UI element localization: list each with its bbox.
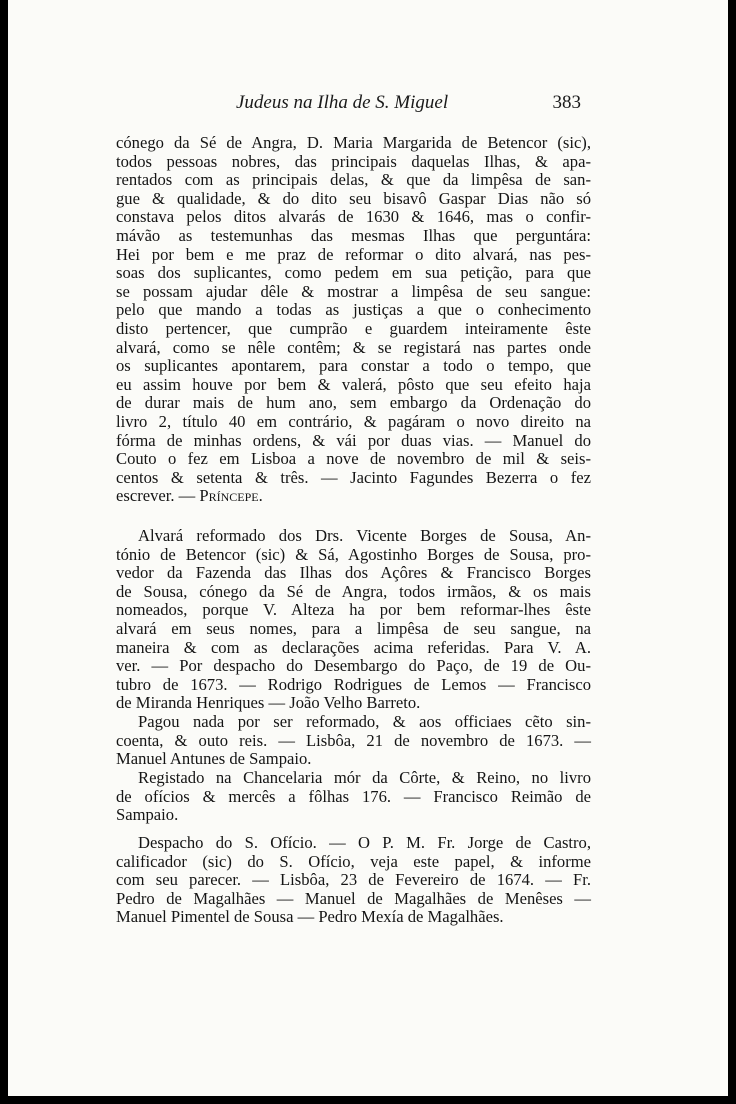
text-line: fórma de minhas ordens, & vái por duas vias. — Manuel do <box>116 430 591 450</box>
text-line: de Miranda Henriques — João Velho Barreto. <box>116 693 421 713</box>
text-line: se possam ajudar dêle & mostrar a limpêsa de seu sangue: <box>116 281 591 301</box>
text-line: Manuel Antunes de Sampaio. <box>116 749 312 769</box>
text-line: calificador (sic) do S. Ofício, veja este papel, & informe <box>116 851 591 871</box>
text-line: alvará, como se nêle contêm; & se registará nas partes onde <box>116 337 591 357</box>
text-line: soas dos suplicantes, como pedem em sua petição, para que <box>116 263 591 283</box>
text-line: gue & qualidade, & do dito seu bisavô Gaspar Dias não só <box>116 188 591 208</box>
text-line: de durar mais de hum ano, sem embargo da Ordenação do <box>116 393 591 413</box>
text-line: Registado na Chancelaria mór da Côrte, & Reino, no livro <box>138 768 591 787</box>
paragraph-2 <box>116 527 591 713</box>
paragraph-1 <box>116 134 591 506</box>
document-page <box>8 0 728 1096</box>
text-line: rentados com as principais delas, & que da limpêsa de san- <box>116 170 591 190</box>
text-line: mávão as testemunhas das mesmas Ilhas que perguntára: <box>116 225 591 245</box>
text-line: constava pelos ditos alvarás de 1630 & 1646, mas o confir- <box>116 207 591 227</box>
text-line: nomeados, porque V. Alteza ha por bem reformar-lhes êste <box>116 600 591 620</box>
text-line: de ofícios & mercês a fôlhas 176. — Francisco Reimão de <box>116 786 591 806</box>
signature-principe: Príncepe. <box>199 486 263 506</box>
text-line: tubro de 1673. — Rodrigo Rodrigues de Lemos — Francisco <box>116 674 591 694</box>
text-line: pelo que mando a todas as justiças a que o conhecimento <box>116 300 591 320</box>
text-line: eu assim houve por bem & valerá, pôsto que seu efeito haja <box>116 374 591 394</box>
text-line: os suplicantes apontarem, para constar a todo o tempo, que <box>116 356 591 376</box>
paragraph-3 <box>116 713 591 769</box>
page-header <box>236 92 581 116</box>
text-line: Manuel Pimentel de Sousa — Pedro Mexía de Magalhães. <box>116 907 504 927</box>
text-line: maneira & com as declarações acima referidas. Para V. A. <box>116 637 591 657</box>
text-line: Pedro de Magalhães — Manuel de Magalhães de Menêses — <box>116 888 591 908</box>
text-line: Despacho do S. Ofício. — O P. M. Fr. Jorge de Castro, <box>138 833 591 852</box>
text-line: com seu parecer. — Lisbôa, 23 de Fevereiro de 1674. — Fr. <box>116 870 591 890</box>
text-line: livro 2, título 40 em contrário, & pagáram o novo direito na <box>116 411 591 431</box>
text-line: Sampaio. <box>116 805 179 825</box>
text-line: Couto o fez em Lisboa a nove de novembro de mil & seis- <box>116 449 591 469</box>
paragraph-5 <box>116 834 591 927</box>
text-line: coenta, & outo reis. — Lisbôa, 21 de novembro de 1673. — <box>116 730 591 750</box>
text-line: alvará em seus nomes, para a limpêsa de seu sangue, na <box>116 618 591 638</box>
paragraph-4 <box>116 769 591 825</box>
text-line: Alvará reformado dos Drs. Vicente Borges de Sousa, An- <box>138 526 591 545</box>
text-line: ver. — Por despacho do Desembargo do Paço, de 19 de Ou- <box>116 656 591 676</box>
text-line: de Sousa, cónego da Sé de Angra, todos irmãos, & os mais <box>116 581 591 601</box>
text-line: vedor da Fazenda das Ilhas dos Açôres & Francisco Borges <box>116 563 591 583</box>
text-line: todos pessoas nobres, das principais daquelas Ilhas, & apa- <box>116 151 591 171</box>
page-number: 383 <box>552 92 581 113</box>
running-title: Judeus na Ilha de S. Miguel <box>236 92 449 113</box>
text-line: cónego da Sé de Angra, D. Maria Margarida de Betencor (sic), <box>116 133 591 152</box>
text-line: tónio de Betencor (sic) & Sá, Agostinho Borges de Sousa, pro- <box>116 544 591 564</box>
text-line: disto pertencer, que cumprão e guardem inteiramente êste <box>116 318 591 338</box>
text-fragment: escrever. — <box>116 486 200 506</box>
text-line <box>116 487 591 506</box>
text-line: Pagou nada por ser reformado, & aos officiaes cẽto sin- <box>138 712 591 731</box>
text-line: centos & setenta & três. — Jacinto Fagundes Bezerra o fez <box>116 467 591 487</box>
text-line: Hei por bem e me praz de reformar o dito alvará, nas pes- <box>116 244 591 264</box>
